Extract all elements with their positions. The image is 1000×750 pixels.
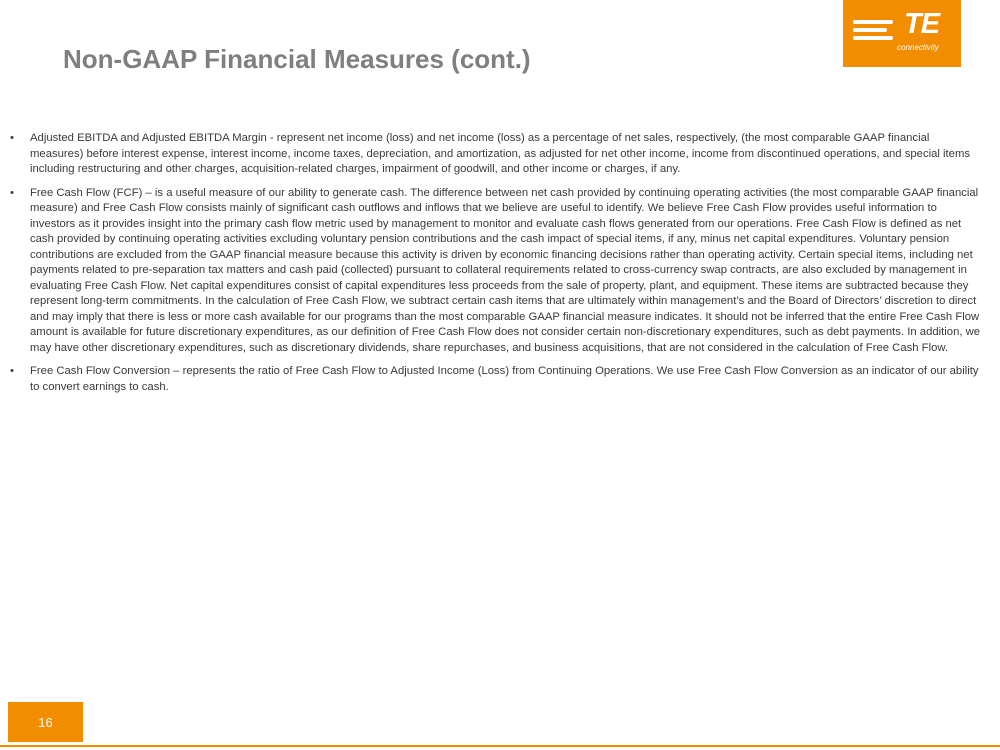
bullet-icon: • (10, 186, 14, 199)
list-item (10, 186, 982, 357)
footer-divider (0, 745, 1000, 747)
page-number: 16 (8, 702, 83, 742)
bullet-text: Free Cash Flow Conversion – represents the ratio of Free Cash Flow to Adjusted Income (Loss) from Continuing Operations. We use Free Cash Flow Conversion as an indicator of our ability to convert earnings to cash. (30, 365, 979, 393)
logo-tagline: connectivity (897, 43, 939, 52)
definitions-list (10, 131, 982, 403)
logo-wordmark: TE (904, 8, 940, 40)
bullet-text: Free Cash Flow (FCF) – is a useful measure of our ability to generate cash. The difference between net cash provided by continuing operating activities (the most comparable GAAP financial measure) and Free Cash Flow consists mainly of significant cash outflows and inflows that we believe are useful to identify. We believe Free Cash Flow provides useful information to investors as it provides insight into the primary cash flow metric used by management to monitor and evaluate cash flows generated from our operations. Free Cash Flow is defined as net cash provided by continuing operating activities excluding voluntary pension contributions and the cash impact of special items, if any, minus net capital expenditures. Voluntary pension contributions are excluded from the GAAP financial measure because this activity is driven by economic financing decisions rather than operating activity. Certain special items, including net payments related to pre-separation tax matters and cash paid (collected) pursuant to collateral requirements related to cross-currency swap contracts, are also excluded by management in evaluating Free Cash Flow. Net capital expenditures consist of capital expenditures less proceeds from the sale of property, plant, and equipment. These items are subtracted because they represent long-term commitments. In the calculation of Free Cash Flow, we subtract certain cash items that are ultimately within management’s and the Board of Directors’ discretion to direct and may imply that there is less or more cash available for our programs than the most comparable GAAP financial measure indicates. It should not be inferred that the entire Free Cash Flow amount is available for future discretionary expenditures, as our definition of Free Cash Flow does not consider certain non-discretionary expenditures, such as debt payments. In addition, we may have other discretionary expenditures, such as discretionary dividends, share repurchases, and business acquisitions, that are not considered in the calculation of Free Cash Flow. (30, 186, 981, 354)
te-connectivity-logo (843, 0, 961, 67)
logo-bars-icon (853, 20, 893, 44)
list-item (10, 131, 982, 178)
list-item (10, 364, 982, 395)
bullet-icon: • (10, 365, 14, 377)
bullet-icon: • (10, 132, 14, 144)
bullet-text: Adjusted EBITDA and Adjusted EBITDA Margin - represent net income (loss) and net income (loss) as a percentage of net sales, respectively, (the most comparable GAAP financial measures) before interest expense, interest income, income taxes, depreciation, and amortization, as adjusted for net other income, income from discontinued operations, and special items including restructuring and other charges, acquisition-related charges, impairment of goodwill, and other income or charges, if any. (30, 132, 971, 175)
page-title: Non-GAAP Financial Measures (cont.) (63, 44, 531, 74)
